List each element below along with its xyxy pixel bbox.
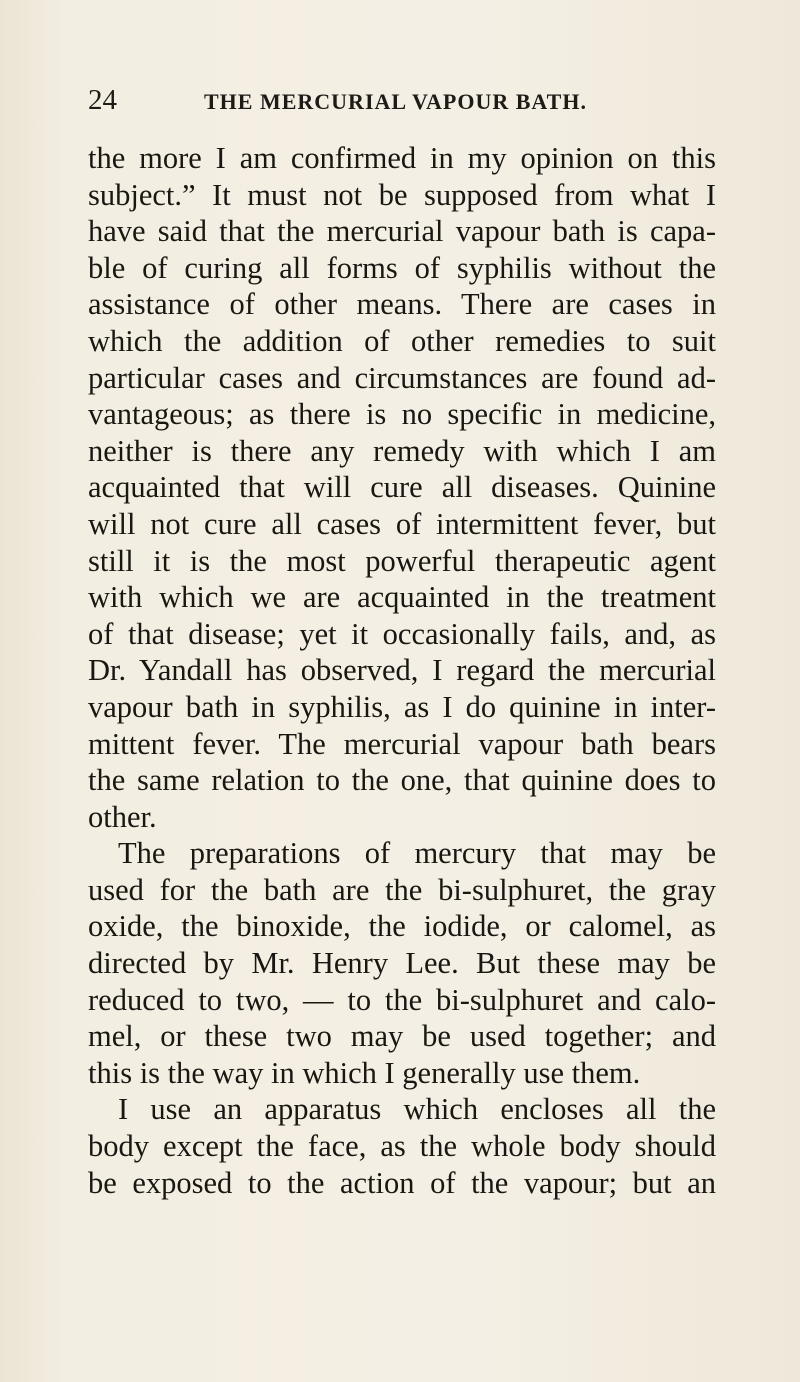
text-line: ble of curing all forms of syphilis without the <box>88 250 716 285</box>
text-line: body except the face, as the whole body should <box>88 1129 716 1164</box>
text-line: mittent fever. The mercurial vapour bath bears <box>88 726 716 761</box>
text-line: oxide, the binoxide, the iodide, or calomel, as <box>88 909 716 944</box>
text-line: mel, or these two may be used together; and <box>88 1019 716 1054</box>
body-text <box>88 140 716 1201</box>
text-line: Dr. Yandall has observed, I regard the mercurial <box>88 653 716 688</box>
text-line: be exposed to the action of the vapour; but an <box>88 1165 716 1200</box>
text-line: subject.” It must not be supposed from what I <box>88 177 716 212</box>
text-line: particular cases and circumstances are found ad- <box>88 360 716 395</box>
text-line: reduced to two, — to the bi-sulphuret and calo- <box>88 982 716 1017</box>
text-line: the more I am confirmed in my opinion on this <box>88 141 716 175</box>
text-line: will not cure all cases of intermittent fever, but <box>88 506 716 541</box>
text-line: still it is the most powerful therapeutic agent <box>88 543 716 578</box>
page-header <box>88 82 716 118</box>
text-line: The preparations of mercury that may be <box>118 836 716 871</box>
text-line: neither is there any remedy with which I am <box>88 433 716 468</box>
text-line: have said that the mercurial vapour bath is capa- <box>88 214 716 249</box>
text-line: I use an apparatus which encloses all the <box>118 1092 716 1127</box>
text-line: other. <box>88 799 157 834</box>
text-line: vapour bath in syphilis, as I do quinine in inter- <box>88 689 716 724</box>
text-line: acquainted that will cure all diseases. Quinine <box>88 470 716 505</box>
text-line: the same relation to the one, that quinine does to <box>88 763 716 798</box>
page-number: 24 <box>88 84 117 116</box>
text-line: vantageous; as there is no specific in medicine, <box>88 397 716 432</box>
text-line: directed by Mr. Henry Lee. But these may be <box>88 946 716 981</box>
text-line: this is the way in which I generally use them. <box>88 1055 641 1090</box>
text-line: used for the bath are the bi-sulphuret, the gray <box>88 872 716 907</box>
text-line: which the addition of other remedies to suit <box>88 323 716 358</box>
text-line: of that disease; yet it occasionally fails, and, as <box>88 616 716 651</box>
running-title: THE MERCURIAL VAPOUR BATH. <box>204 89 587 114</box>
text-line: with which we are acquainted in the treatment <box>88 580 716 615</box>
text-line: assistance of other means. There are cases in <box>88 287 716 322</box>
